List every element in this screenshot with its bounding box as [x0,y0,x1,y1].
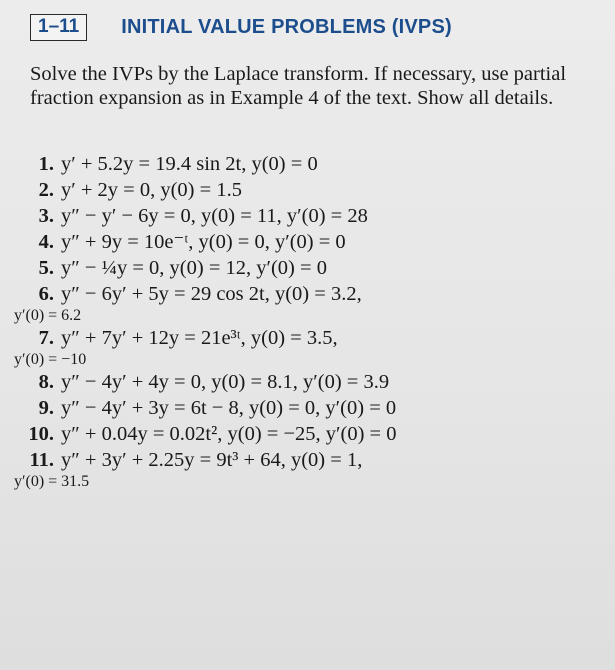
problem-item-3 [14,204,615,229]
problem-number: 1. [38,153,54,175]
problem-number: 5. [38,257,54,279]
problem-equation: y″ − 6y′ + 5y = 29 cos 2t, y(0) = 3.2, [61,283,362,305]
problem-item-4 [14,230,615,255]
problem-equation: y′ + 5.2y = 19.4 sin 2t, y(0) = 0 [61,153,318,175]
problem-equation: y″ + 0.04y = 0.02t², y(0) = −25, y′(0) = 0 [61,423,397,445]
problem-equation: y″ − 4y′ + 4y = 0, y(0) = 8.1, y′(0) = 3.9 [61,371,390,393]
problem-number: 8. [38,371,54,393]
problem-number: 2. [38,179,54,201]
section-title: INITIAL VALUE PROBLEMS (IVPS) [121,16,452,38]
problem-number: 9. [38,397,54,419]
problem-item-2 [14,178,615,203]
problem-list [14,152,615,492]
problem-continuation: y′(0) = 6.2 [14,307,82,324]
problem-item-9 [14,396,615,421]
problem-item-7 [14,326,615,369]
problem-equation: y″ − 4y′ + 3y = 6t − 8, y(0) = 0, y′(0) = 0 [61,397,397,419]
instructions-text: Solve the IVPs by the Laplace transform. If necessary, use partial fraction expansion as in Example 4 of the text. Show all details. [30,63,567,109]
problem-item-10 [14,422,615,447]
problem-number: 7. [38,327,54,349]
problem-item-11 [14,448,615,491]
problem-continuation: y′(0) = 31.5 [14,473,90,490]
problem-continuation: y′(0) = −10 [14,351,87,368]
problem-number: 10. [28,423,54,445]
problem-equation: y″ − ¼y = 0, y(0) = 12, y′(0) = 0 [61,257,327,279]
problem-equation: y″ + 3y′ + 2.25y = 9t³ + 64, y(0) = 1, [61,449,363,471]
problem-equation: y′ + 2y = 0, y(0) = 1.5 [61,179,242,201]
problem-number: 3. [38,205,54,227]
problem-item-1 [14,152,615,177]
section-number: 1–11 [30,14,87,41]
problem-item-5 [14,256,615,281]
section-header [30,14,452,41]
problem-item-6 [14,282,615,325]
problem-equation: y″ + 9y = 10e⁻ᵗ, y(0) = 0, y′(0) = 0 [61,231,346,253]
problem-number: 11. [29,449,54,471]
problem-number: 6. [38,283,54,305]
problem-number: 4. [38,231,54,253]
problem-equation: y″ + 7y′ + 12y = 21e³ᵗ, y(0) = 3.5, [61,327,338,349]
problem-equation: y″ − y′ − 6y = 0, y(0) = 11, y′(0) = 28 [61,205,368,227]
problem-item-8 [14,370,615,395]
